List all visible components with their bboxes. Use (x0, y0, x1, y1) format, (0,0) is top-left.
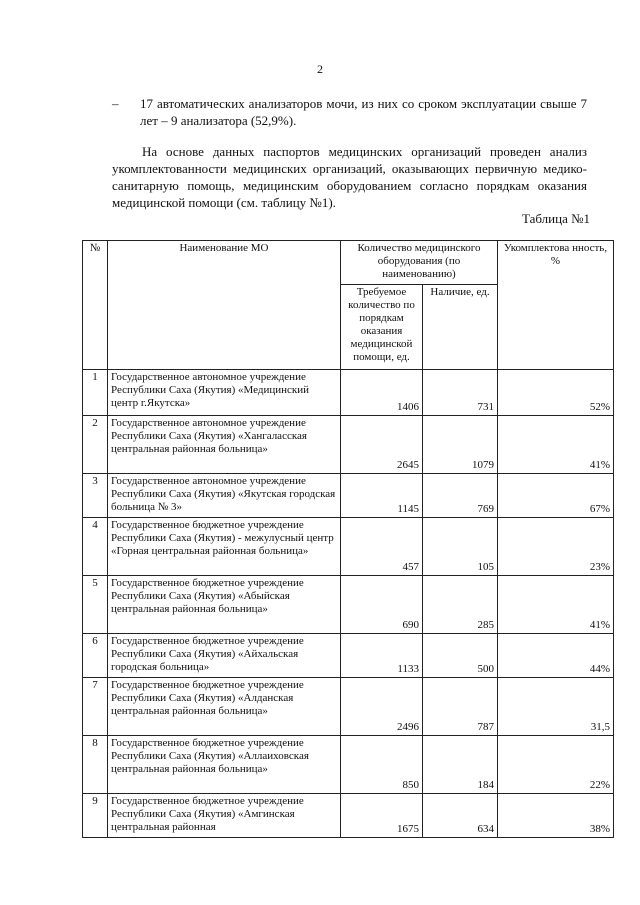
row-name: Государственное автономное учреждение Республики Саха (Якутия) «Якутская городская больница № 3» (108, 474, 341, 518)
row-required: 2645 (341, 416, 423, 474)
row-number: 3 (83, 474, 108, 518)
table-row (83, 576, 614, 634)
row-name: Государственное бюджетное учреждение Республики Саха (Якутия) «Абыйская центральная районная больница» (108, 576, 341, 634)
table-caption: Таблица №1 (521, 211, 590, 226)
row-completeness: 52% (498, 370, 614, 416)
row-completeness: 41% (498, 576, 614, 634)
header-available: Наличие, ед. (423, 285, 498, 370)
table-row (83, 678, 614, 736)
row-available: 1079 (423, 416, 498, 474)
row-completeness: 44% (498, 634, 614, 678)
row-name: Государственное бюджетное учреждение Республики Саха (Якутия) «Алданская центральная районная больница» (108, 678, 341, 736)
row-number: 8 (83, 736, 108, 794)
row-number: 4 (83, 518, 108, 576)
equipment-table (82, 240, 614, 838)
row-number: 7 (83, 678, 108, 736)
row-name: Государственное бюджетное учреждение Республики Саха (Якутия) «Аллаиховская центральная районная больница» (108, 736, 341, 794)
row-completeness: 41% (498, 416, 614, 474)
row-required: 457 (341, 518, 423, 576)
page-number: 2 (317, 62, 323, 76)
row-name: Государственное автономное учреждение Республики Саха (Якутия) «Хангаласская центральная районная больница» (108, 416, 341, 474)
row-available: 500 (423, 634, 498, 678)
row-name: Государственное бюджетное учреждение Республики Саха (Якутия) «Айхальская городская больница» (108, 634, 341, 678)
row-name: Государственное бюджетное учреждение Республики Саха (Якутия) «Амгинская центральная районная (108, 794, 341, 838)
table-row (83, 794, 614, 838)
row-required: 1675 (341, 794, 423, 838)
row-required: 1133 (341, 634, 423, 678)
row-name: Государственное бюджетное учреждение Республики Саха (Якутия) - межулусный центр «Горная центральная районная больница» (108, 518, 341, 576)
header-required: Требуемое количество по порядкам оказания медицинской помощи, ед. (341, 285, 423, 370)
header-completeness: Укомплектова нность, % (498, 241, 614, 370)
row-available: 634 (423, 794, 498, 838)
row-available: 105 (423, 518, 498, 576)
row-completeness: 38% (498, 794, 614, 838)
header-name: Наименование МО (108, 241, 341, 370)
row-available: 787 (423, 678, 498, 736)
table-row (83, 370, 614, 416)
table-row (83, 416, 614, 474)
row-required: 2496 (341, 678, 423, 736)
row-required: 1406 (341, 370, 423, 416)
row-available: 769 (423, 474, 498, 518)
row-available: 285 (423, 576, 498, 634)
row-completeness: 22% (498, 736, 614, 794)
row-name: Государственное автономное учреждение Республики Саха (Якутия) «Медицинский центр г.Якутска» (108, 370, 341, 416)
row-number: 9 (83, 794, 108, 838)
row-available: 731 (423, 370, 498, 416)
header-num: № (83, 241, 108, 370)
row-required: 690 (341, 576, 423, 634)
row-number: 1 (83, 370, 108, 416)
row-available: 184 (423, 736, 498, 794)
bullet-item (112, 95, 587, 129)
row-completeness: 67% (498, 474, 614, 518)
row-required: 850 (341, 736, 423, 794)
table-row (83, 736, 614, 794)
table-row (83, 634, 614, 678)
row-completeness: 23% (498, 518, 614, 576)
row-number: 2 (83, 416, 108, 474)
bullet-text: 17 автоматических анализаторов мочи, из них со сроком эксплуатации свыше 7 лет – 9 анализатора (52,9%). (140, 96, 587, 128)
row-required: 1145 (341, 474, 423, 518)
header-equipment: Количество медицинского оборудования (по наименованию) (341, 241, 498, 285)
row-number: 5 (83, 576, 108, 634)
body-paragraph: На основе данных паспортов медицинских организаций проведен анализ укомплектованности медицинских организаций, оказывающих первичную медико-санитарную помощь, медицинским оборудованием согласно порядкам оказания медицинской помощи (см. таблицу №1). (112, 144, 587, 210)
row-completeness: 31,5 (498, 678, 614, 736)
bullet-dash: – (112, 96, 119, 111)
table-row (83, 518, 614, 576)
row-number: 6 (83, 634, 108, 678)
table-row (83, 474, 614, 518)
